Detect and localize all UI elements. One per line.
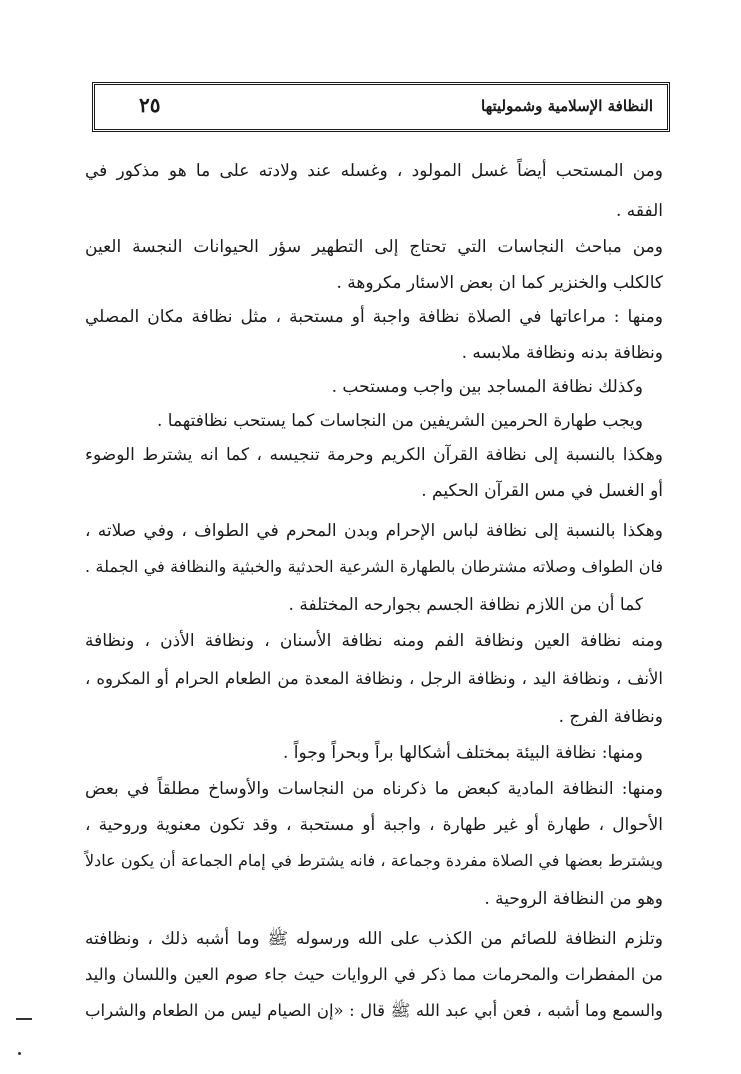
text-line: كالكلب والخنزير كما ان بعض الاسئار مكروهة . (336, 273, 663, 293)
text-line: والسمع وما أشبه ، فعن أبي عبد الله ﷺ قال : «إن الصيام ليس من الطعام والشراب (85, 1001, 663, 1020)
text-line: ونظافة الفرج . (558, 707, 663, 727)
text-line: ومنها: النظافة المادية كبعض ما ذكرناه من النجاسات والأوساخ مطلقاً في بعض (85, 779, 663, 799)
margin-dot (18, 1052, 21, 1055)
text-line: كما أن من اللازم نظافة الجسم بجوارحه المختلفة . (288, 595, 643, 615)
text-line: ومنها: نظافة البيئة بمختلف أشكالها براً وبحراً وجواً . (282, 743, 643, 763)
text-line: الفقه . (615, 201, 663, 221)
margin-mark (16, 1018, 32, 1020)
text-line: وهكذا بالنسبة إلى نظافة لباس الإحرام وبدن المحرم في الطواف ، وفي صلاته ، (85, 521, 663, 541)
text-line: ومنها : مراعاتها في الصلاة نظافة واجبة أو مستحبة ، مثل نظافة مكان المصلي (85, 307, 663, 327)
text-line: ومنه نظافة العين ونظافة الفم ومنه نظافة الأسنان ، ونظافة الأذن ، ونظافة (85, 631, 663, 651)
text-line: وكذلك نظافة المساجد بين واجب ومستحب . (331, 377, 643, 397)
text-line: ويجب طهارة الحرمين الشريفين من النجاسات كما يستحب نظافتهما . (156, 411, 643, 431)
text-line: ويشترط بعضها في الصلاة مفردة وجماعة ، فانه يشترط في إمام الجماعة أن يكون عادلاً (85, 851, 663, 870)
text-line: وهو من النظافة الروحية . (484, 889, 663, 909)
text-line: وهكذا بالنسبة إلى نظافة القرآن الكريم وحرمة تنجيسه ، كما انه يشترط الوضوء (85, 445, 663, 465)
text-line: ونظافة بدنه ونظافة ملابسه . (461, 343, 663, 363)
text-line: فان الطواف وصلاته مشترطان بالطهارة الشرعية الحدثية والخبثية والنظافة في الجملة . (85, 557, 663, 576)
text-line: ومن المستحب أيضاً غسل المولود ، وغسله عند ولادته على ما هو مذكور في (85, 161, 663, 181)
text-line: من المفطرات والمحرمات مما ذكر في الروايات حيث جاء صوم العين واللسان واليد (85, 965, 663, 984)
text-line: الأحوال ، طهارة أو غير طهارة ، واجبة أو مستحبة ، وقد تكون معنوية وروحية ، (85, 815, 663, 835)
header-title: النظافة الإسلامية وشموليتها (481, 97, 653, 115)
text-line: وتلزم النظافة للصائم من الكذب على الله ورسوله ﷺ وما أشبه ذلك ، ونظافته (85, 929, 663, 949)
text-line: ومن مباحث النجاسات التي تحتاج إلى التطهير سؤر الحيوانات النجسة العين (85, 237, 663, 257)
page-number: ٢٥ (139, 93, 161, 117)
text-line: أو الغسل في مس القرآن الحكيم . (421, 481, 663, 501)
text-line: الأنف ، ونظافة اليد ، ونظافة الرجل ، ونظافة المعدة من الطعام الحرام أو المكروه ، (85, 669, 663, 688)
running-header (92, 82, 670, 132)
